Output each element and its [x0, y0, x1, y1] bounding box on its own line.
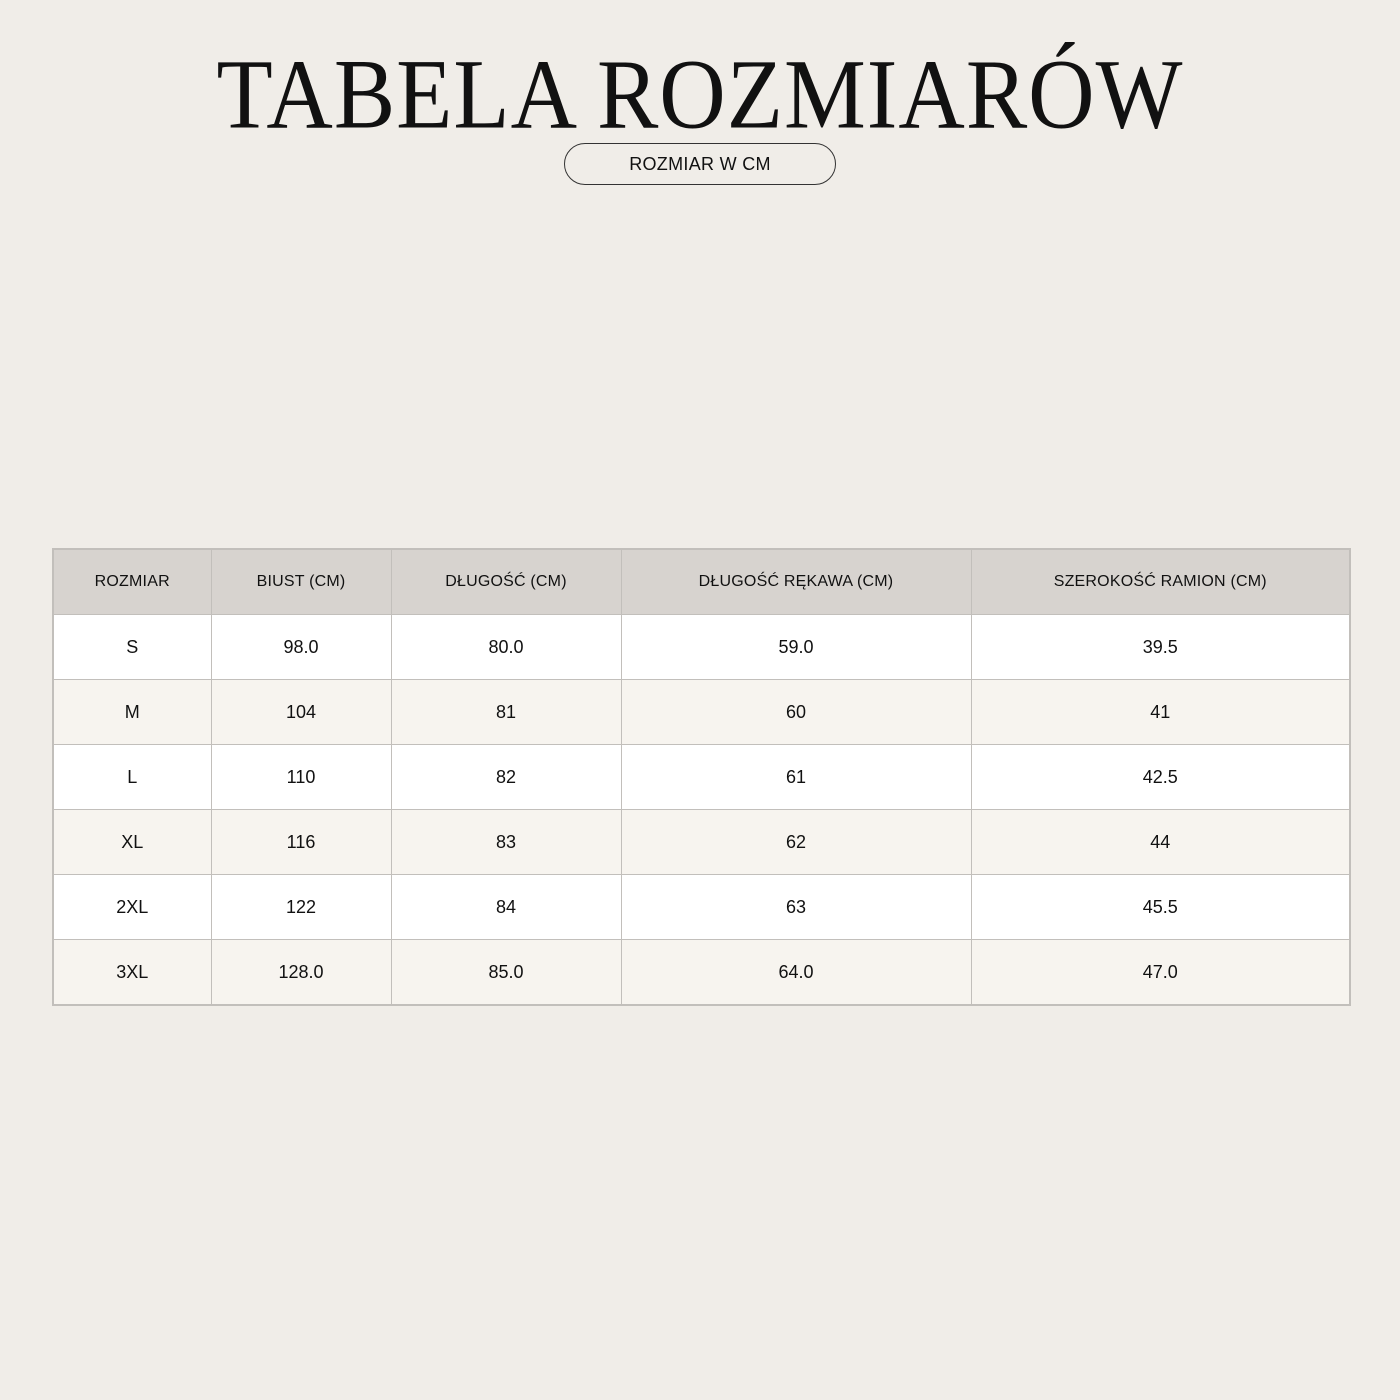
cell-bust: 116 — [211, 810, 391, 875]
table-row — [53, 875, 1350, 940]
column-header-bust: BIUST (CM) — [211, 549, 391, 615]
table-row — [53, 940, 1350, 1006]
table-header-row — [53, 549, 1350, 615]
page-title: TABELA ROZMIARÓW — [216, 38, 1184, 150]
column-header-size: ROZMIAR — [53, 549, 211, 615]
cell-length: 82 — [391, 745, 621, 810]
cell-sleeve-length: 63 — [621, 875, 971, 940]
cell-shoulder-width: 41 — [971, 680, 1350, 745]
cell-sleeve-length: 60 — [621, 680, 971, 745]
cell-shoulder-width: 39.5 — [971, 615, 1350, 680]
cell-sleeve-length: 59.0 — [621, 615, 971, 680]
column-header-length: DŁUGOŚĆ (CM) — [391, 549, 621, 615]
cell-size: XL — [53, 810, 211, 875]
cell-bust: 98.0 — [211, 615, 391, 680]
cell-bust: 110 — [211, 745, 391, 810]
cell-shoulder-width: 47.0 — [971, 940, 1350, 1006]
table-row — [53, 615, 1350, 680]
cell-sleeve-length: 62 — [621, 810, 971, 875]
table-row — [53, 810, 1350, 875]
cell-bust: 128.0 — [211, 940, 391, 1006]
cell-bust: 122 — [211, 875, 391, 940]
cell-length: 83 — [391, 810, 621, 875]
size-table — [52, 548, 1351, 1006]
cell-sleeve-length: 64.0 — [621, 940, 971, 1006]
cell-shoulder-width: 45.5 — [971, 875, 1350, 940]
unit-badge: ROZMIAR W CM — [564, 143, 836, 185]
cell-sleeve-length: 61 — [621, 745, 971, 810]
cell-length: 80.0 — [391, 615, 621, 680]
cell-size: L — [53, 745, 211, 810]
cell-length: 84 — [391, 875, 621, 940]
cell-size: M — [53, 680, 211, 745]
cell-size: 2XL — [53, 875, 211, 940]
cell-size: 3XL — [53, 940, 211, 1006]
column-header-shoulder-width: SZEROKOŚĆ RAMION (CM) — [971, 549, 1350, 615]
cell-size: S — [53, 615, 211, 680]
cell-length: 81 — [391, 680, 621, 745]
cell-shoulder-width: 44 — [971, 810, 1350, 875]
cell-length: 85.0 — [391, 940, 621, 1006]
table-row — [53, 680, 1350, 745]
cell-shoulder-width: 42.5 — [971, 745, 1350, 810]
column-header-sleeve-length: DŁUGOŚĆ RĘKAWA (CM) — [621, 549, 971, 615]
cell-bust: 104 — [211, 680, 391, 745]
table-row — [53, 745, 1350, 810]
